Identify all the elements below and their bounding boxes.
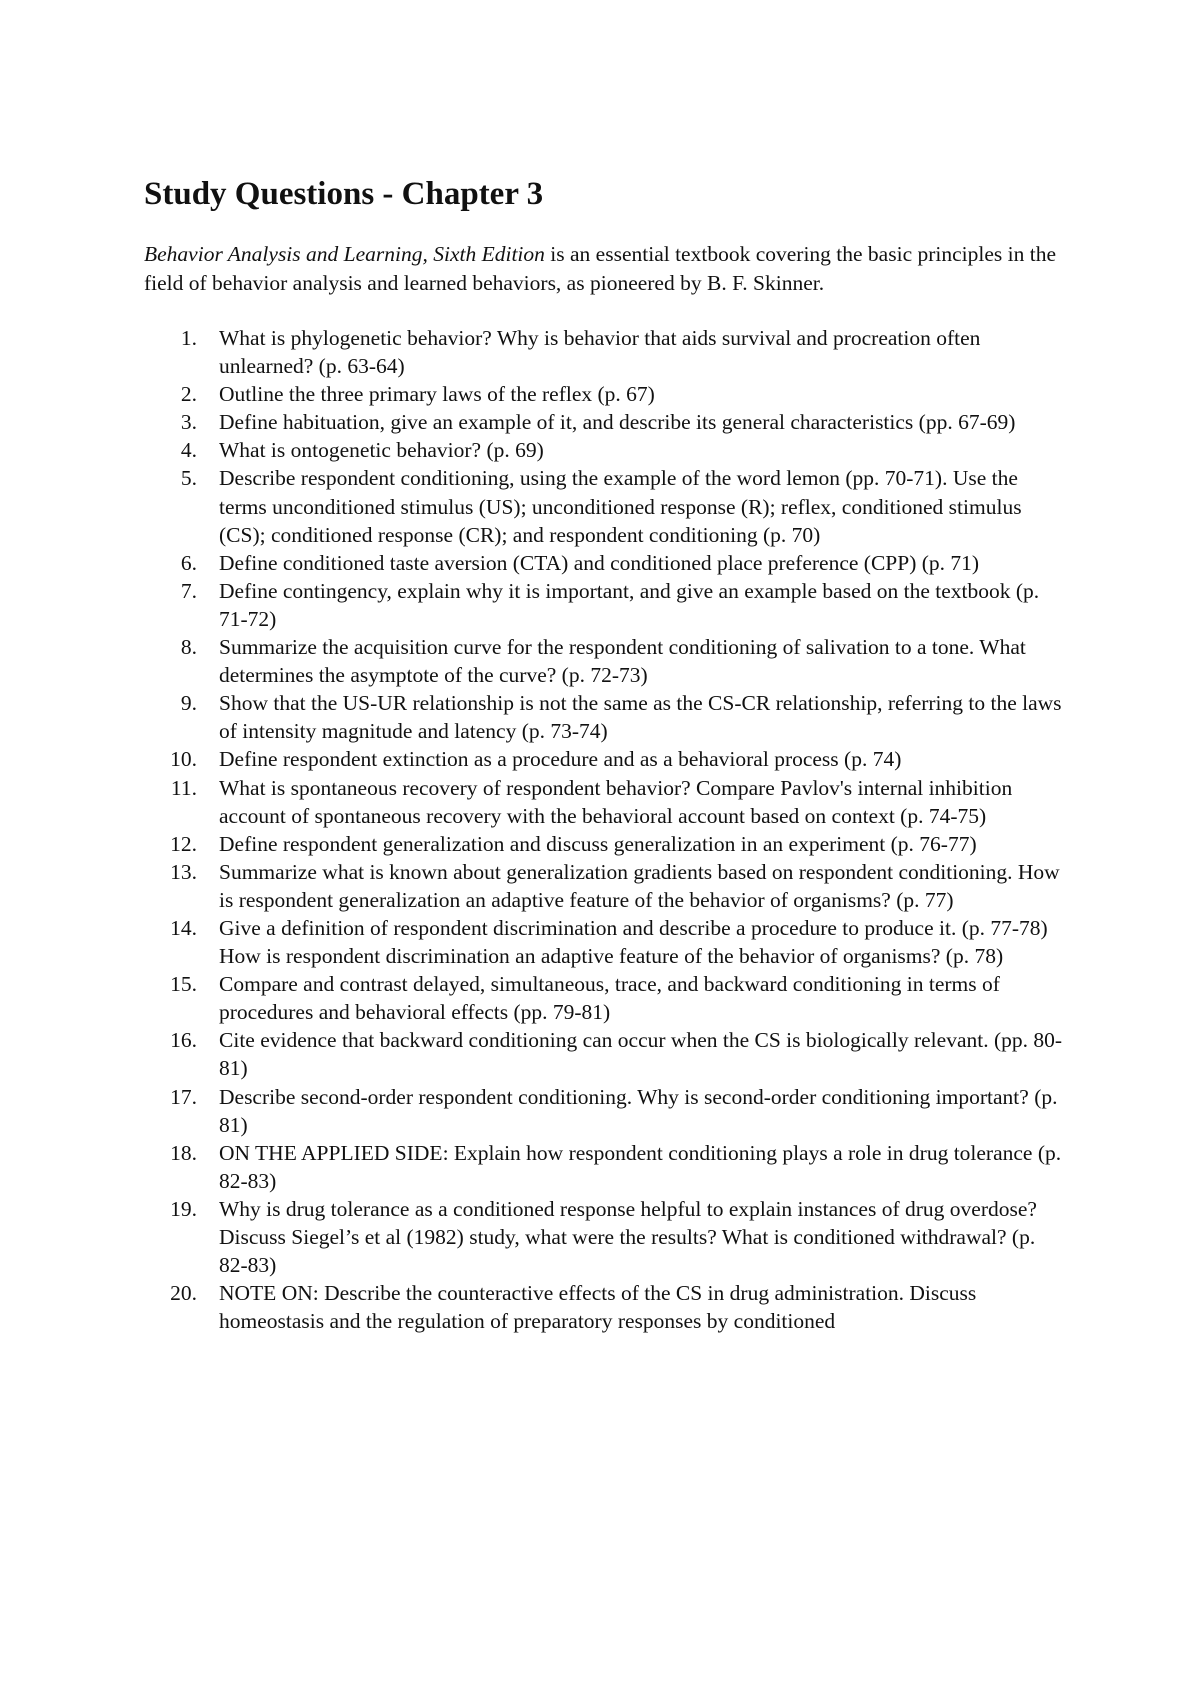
question-text: What is spontaneous recovery of respondent behavior? Compare Pavlov's internal inhibition account of spontaneous recovery with the behavioral account based on context (p. 74-75) <box>219 775 1013 828</box>
document-page <box>144 174 1064 1335</box>
page-title: Study Questions - Chapter 3 <box>144 176 544 212</box>
question-item <box>144 1195 1064 1279</box>
question-number: 7. <box>180 578 197 603</box>
question-item <box>144 830 1064 858</box>
question-text: Give a definition of respondent discrimination and describe a procedure to produce it. (p. 77-78) How is respondent discrimination an adaptive feature of the behavior of organisms? (p. 78) <box>219 915 1048 969</box>
question-number: 2. <box>180 382 197 407</box>
question-item <box>144 324 1064 380</box>
question-number: 9. <box>180 691 197 716</box>
question-number: 17. <box>170 1084 197 1109</box>
question-text: Describe second-order respondent conditioning. Why is second-order conditioning important? (p. 81) <box>219 1084 1058 1137</box>
question-text: Cite evidence that backward conditioning can occur when the CS is biologically relevant. (pp. 80-81) <box>219 1028 1063 1081</box>
question-number: 10. <box>170 747 197 772</box>
question-number: 6. <box>180 550 197 575</box>
question-item <box>144 408 1064 436</box>
question-item <box>144 970 1064 1026</box>
question-number: 14. <box>170 915 197 940</box>
question-item <box>144 549 1064 577</box>
intro-paragraph <box>144 240 1064 297</box>
book-title: Behavior Analysis and Learning, Sixth Edition <box>144 242 545 266</box>
question-item <box>144 858 1064 914</box>
question-number: 15. <box>170 972 197 997</box>
question-number: 18. <box>170 1140 197 1165</box>
question-item <box>144 577 1064 633</box>
question-text: Define respondent generalization and discuss generalization in an experiment (p. 76-77) <box>219 831 977 856</box>
question-number: 4. <box>180 438 197 463</box>
question-text: Show that the US-UR relationship is not the same as the CS-CR relationship, referring to the laws of intensity magnitude and latency (p. 73-74) <box>219 691 1062 744</box>
question-number: 1. <box>180 326 197 350</box>
question-text: Why is drug tolerance as a conditioned response helpful to explain instances of drug overdose? Discuss Siegel’s et al (1982) study, what were the results? What is conditioned withdrawal? (p. 82-83) <box>219 1196 1037 1278</box>
question-number: 16. <box>170 1028 197 1053</box>
question-number: 8. <box>180 635 197 660</box>
question-item <box>144 464 1064 548</box>
question-item <box>144 914 1064 970</box>
question-text: Define respondent extinction as a procedure and as a behavioral process (p. 74) <box>219 747 902 772</box>
question-text: Compare and contrast delayed, simultaneous, trace, and backward conditioning in terms of procedures and behavioral effects (pp. 79-81) <box>219 972 1000 1025</box>
question-text: ON THE APPLIED SIDE: Explain how respondent conditioning plays a role in drug tolerance (p. 82-83) <box>219 1140 1062 1193</box>
question-item <box>144 436 1064 464</box>
question-text: Outline the three primary laws of the reflex (p. 67) <box>219 382 655 407</box>
question-text: What is phylogenetic behavior? Why is behavior that aids survival and procreation often unlearned? (p. 63-64) <box>219 326 981 379</box>
question-item <box>144 689 1064 745</box>
question-item <box>144 1279 1064 1335</box>
question-item <box>144 1026 1064 1082</box>
question-item <box>144 774 1064 830</box>
question-item <box>144 745 1064 773</box>
question-item <box>144 633 1064 689</box>
question-text: Summarize what is known about generalization gradients based on respondent conditioning. How is respondent generalization an adaptive feature of the behavior of organisms? (p. 77) <box>219 859 1060 912</box>
question-text: What is ontogenetic behavior? (p. 69) <box>219 438 544 463</box>
question-number: 19. <box>170 1196 197 1221</box>
question-number: 13. <box>170 859 197 884</box>
question-list <box>144 324 1064 1335</box>
question-number: 11. <box>170 775 197 800</box>
question-text: Summarize the acquisition curve for the respondent conditioning of salivation to a tone. What determines the asymptote of the curve? (p. 72-73) <box>219 635 1026 688</box>
question-item <box>144 380 1064 408</box>
question-number: 3. <box>180 410 197 435</box>
question-number: 20. <box>170 1281 197 1306</box>
question-text: Define contingency, explain why it is important, and give an example based on the textbook (p. 71-72) <box>219 578 1040 631</box>
question-text: NOTE ON: Describe the counteractive effects of the CS in drug administration. Discuss homeostasis and the regulation of preparatory responses by conditioned <box>219 1281 977 1334</box>
question-text: Describe respondent conditioning, using the example of the word lemon (pp. 70-71). Use the terms unconditioned stimulus (US); unconditioned response (R); reflex, conditioned stimulus (CS); conditioned response (CR); and respondent conditioning (p. 70) <box>219 466 1022 547</box>
question-item <box>144 1083 1064 1139</box>
question-text: Define habituation, give an example of it, and describe its general characteristics (pp. 67-69) <box>219 410 1016 435</box>
intro-text: is an essential textbook covering the basic principles in the field of behavior analysis and learned behaviors, as pioneered by B. F. Skinner. <box>144 242 1057 295</box>
question-number: 12. <box>170 831 197 856</box>
question-number: 5. <box>180 466 197 491</box>
question-text: Define conditioned taste aversion (CTA) and conditioned place preference (CPP) (p. 71) <box>219 550 980 575</box>
question-item <box>144 1139 1064 1195</box>
